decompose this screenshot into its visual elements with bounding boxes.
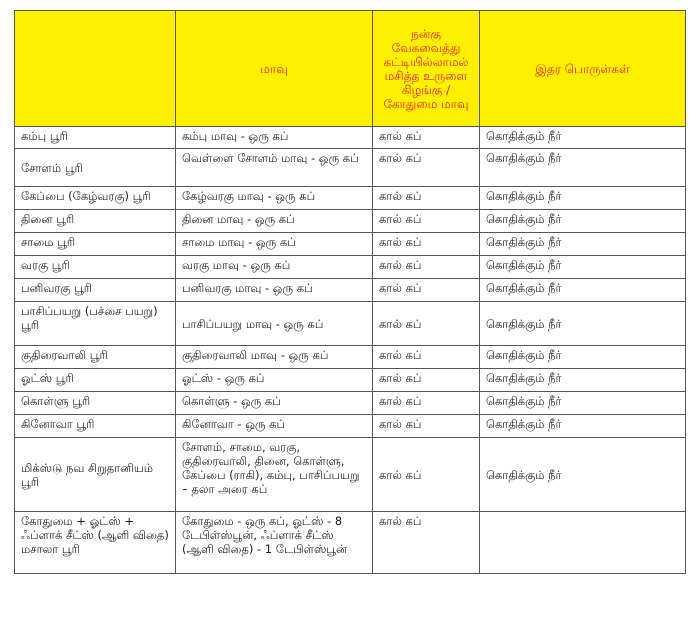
row-name: மிக்ஸ்டு நவ சிறுதானியம் பூரி [15,438,176,512]
row-other: கொதிக்கும் நீர் [480,187,686,210]
row-name: ஓட்ஸ் பூரி [15,369,176,392]
row-potato: கால் கப் [373,369,480,392]
row-potato: கால் கப் [373,256,480,279]
row-flour: குதிரைவாலி மாவு - ஒரு கப் [176,346,373,369]
row-name: தினை பூரி [15,210,176,233]
table-row [15,415,686,438]
row-flour: கினோவா - ஒரு கப் [176,415,373,438]
row-name: கோதுமை + ஓட்ஸ் + ஃப்ளாக் சீட்ஸ் (ஆளி விதை) மசாலா பூரி [15,512,176,574]
table-row [15,233,686,256]
table-row [15,127,686,149]
row-potato: கால் கப் [373,438,480,512]
table-row [15,392,686,415]
table-row [15,187,686,210]
row-potato: கால் கப் [373,187,480,210]
row-name: சோளம் பூரி [15,149,176,187]
row-potato: கால் கப் [373,302,480,346]
row-flour: ஓட்ஸ் - ஒரு கப் [176,369,373,392]
row-potato: கால் கப் [373,233,480,256]
header-potato-wheat: நன்கு வேகவைத்து கட்டியில்லாமல் மசித்த உருளை கிழங்கு / கோதுமை மாவு [373,11,480,127]
row-name: பாசிப்பயறு (பச்சை பயறு) பூரி [15,302,176,346]
row-other: கொதிக்கும் நீர் [480,256,686,279]
row-other: கொதிக்கும் நீர் [480,392,686,415]
row-potato: கால் கப் [373,415,480,438]
header-name [15,11,176,127]
table-row [15,279,686,302]
table-row [15,302,686,346]
table-row [15,256,686,279]
table-row [15,210,686,233]
row-other: கொதிக்கும் நீர் [480,302,686,346]
row-potato: கால் கப் [373,210,480,233]
table-row [15,369,686,392]
table-row [15,438,686,512]
row-other: கொதிக்கும் நீர் [480,210,686,233]
row-flour: கம்பு மாவு - ஒரு கப் [176,127,373,149]
row-flour: சாமை மாவு - ஒரு கப் [176,233,373,256]
table-row [15,512,686,574]
row-flour: கேழ்வரகு மாவு - ஒரு கப் [176,187,373,210]
row-name: கொள்ளு பூரி [15,392,176,415]
row-other: கொதிக்கும் நீர் [480,438,686,512]
row-flour: பனிவரகு மாவு - ஒரு கப் [176,279,373,302]
row-other: கொதிக்கும் நீர் [480,369,686,392]
header-row [15,11,686,127]
row-flour: வரகு மாவு - ஒரு கப் [176,256,373,279]
row-name: சாமை பூரி [15,233,176,256]
row-other: கொதிக்கும் நீர் [480,346,686,369]
row-potato: கால் கப் [373,392,480,415]
row-flour: கொள்ளு - ஒரு கப் [176,392,373,415]
row-other: கொதிக்கும் நீர் [480,149,686,187]
header-other-items: இதர பொருள்கள் [480,11,686,127]
row-potato: கால் கப் [373,279,480,302]
row-name: குதிரைவாலி பூரி [15,346,176,369]
row-flour: தினை மாவு - ஒரு கப் [176,210,373,233]
row-name: கினோவா பூரி [15,415,176,438]
poori-ingredients-table [14,10,686,574]
row-other: கொதிக்கும் நீர் [480,415,686,438]
table-row [15,149,686,187]
row-potato: கால் கப் [373,512,480,574]
row-name: கேப்பை (கேழ்வரகு) பூரி [15,187,176,210]
row-potato: கால் கப் [373,346,480,369]
row-flour: சோளம், சாமை, வரகு, குதிரைவாலி, தினை, கொள்ளு, கேப்பை (ராகி), கம்பு, பாசிப்பயறு – தலா அரை கப் [176,438,373,512]
row-other: கொதிக்கும் நீர் [480,279,686,302]
row-other [480,512,686,574]
header-flour: மாவு [176,11,373,127]
row-name: கம்பு பூரி [15,127,176,149]
table-row [15,346,686,369]
row-flour: பாசிப்பயறு மாவு - ஒரு கப் [176,302,373,346]
row-name: வரகு பூரி [15,256,176,279]
row-name: பனிவரகு பூரி [15,279,176,302]
row-potato: கால் கப் [373,149,480,187]
recipe-table-container [14,10,686,574]
row-potato: கால் கப் [373,127,480,149]
row-other: கொதிக்கும் நீர் [480,127,686,149]
row-flour: வெள்ளை சோளம் மாவு - ஒரு கப் [176,149,373,187]
row-other: கொதிக்கும் நீர் [480,233,686,256]
row-flour: கோதுமை - ஒரு கப், ஓட்ஸ் - 8 டேபிள்ஸ்பூன், ஃப்ளாக் சீட்ஸ் (ஆளி விதை) - 1 டேபிள்ஸ்பூன் [176,512,373,574]
